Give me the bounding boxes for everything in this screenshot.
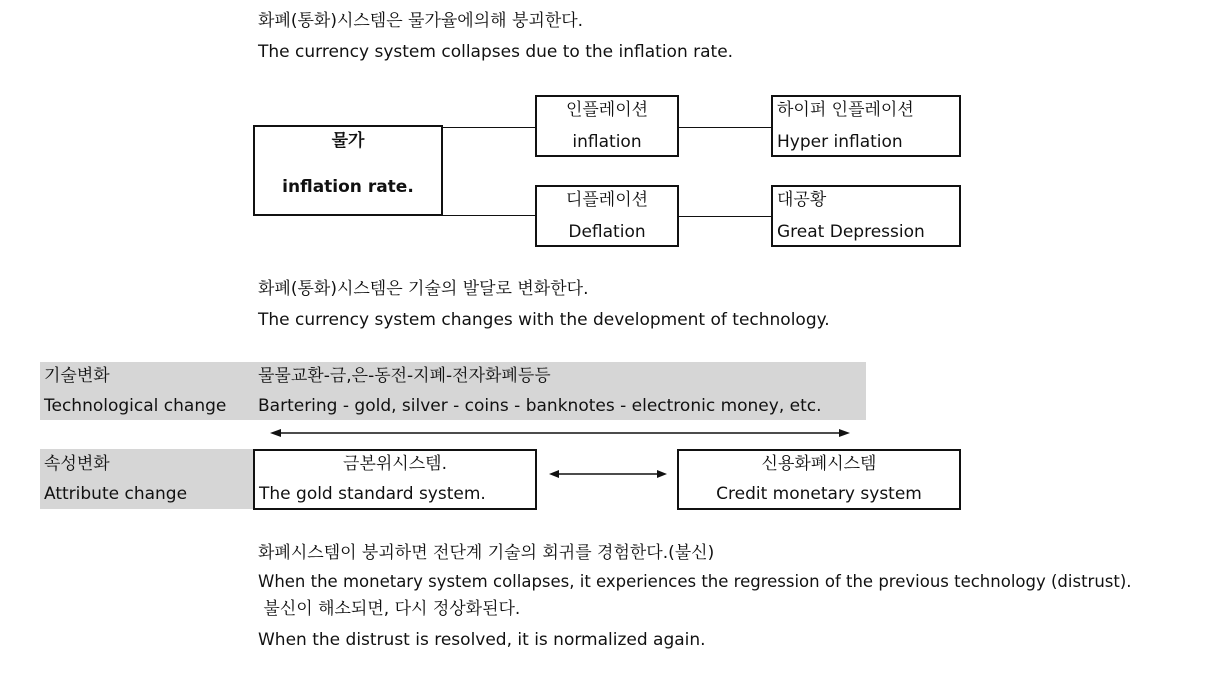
credit-monetary-label-en: Credit monetary system	[716, 484, 922, 504]
intro-korean: 화폐(통화)시스템은 물가율에의해 붕괴한다.	[258, 11, 584, 31]
hyper-label-ko: 하이퍼 인플레이션	[777, 100, 914, 120]
tech-intro-english: The currency system changes with the development of technology.	[258, 310, 830, 330]
tech-intro-korean: 화폐(통화)시스템은 기술의 발달로 변화한다.	[258, 279, 589, 299]
tech-change-label-en: Technological change	[44, 396, 227, 416]
tech-change-content-ko: 물물교환-금,은-동전-지폐-전자화폐등등	[258, 366, 551, 386]
tech-change-label-ko: 기술변화	[44, 366, 110, 386]
depression-label-ko: 대공황	[777, 190, 827, 210]
intro-english: The currency system collapses due to the inflation rate.	[258, 42, 734, 62]
conclusion-line2-en: When the distrust is resolved, it is normalized again.	[258, 630, 706, 650]
inflation-label-ko: 인플레이션	[565, 100, 649, 120]
gold-standard-label-ko: 금본위시스템.	[343, 454, 447, 474]
gold-standard-label-en: The gold standard system.	[259, 484, 486, 504]
deflation-label-ko: 디플레이션	[565, 190, 649, 210]
attribute-change-label-en: Attribute change	[44, 484, 188, 504]
credit-monetary-label-ko: 신용화폐시스템	[761, 454, 877, 474]
tech-change-content-en: Bartering - gold, silver - coins - banknotes - electronic money, etc.	[258, 396, 822, 416]
conclusion-line1-en: When the monetary system collapses, it experiences the regression of the previous technology (distrust).	[258, 572, 1132, 591]
credit-monetary-box	[677, 449, 961, 510]
root-label-ko: 물가	[331, 131, 365, 151]
depression-label-en: Great Depression	[777, 222, 925, 242]
hyper-label-en: Hyper inflation	[777, 132, 903, 152]
inflation-label-en: inflation	[572, 132, 642, 152]
conclusion-line2-ko: 불신이 해소되면, 다시 정상화된다.	[258, 599, 521, 619]
deflation-label-en: Deflation	[568, 222, 646, 242]
conclusion-line1-ko: 화폐시스템이 붕괴하면 전단계 기술의 회귀를 경험한다.(불신)	[258, 543, 715, 563]
root-label-en: inflation rate.	[282, 177, 414, 197]
attribute-change-label-ko: 속성변화	[44, 454, 110, 474]
